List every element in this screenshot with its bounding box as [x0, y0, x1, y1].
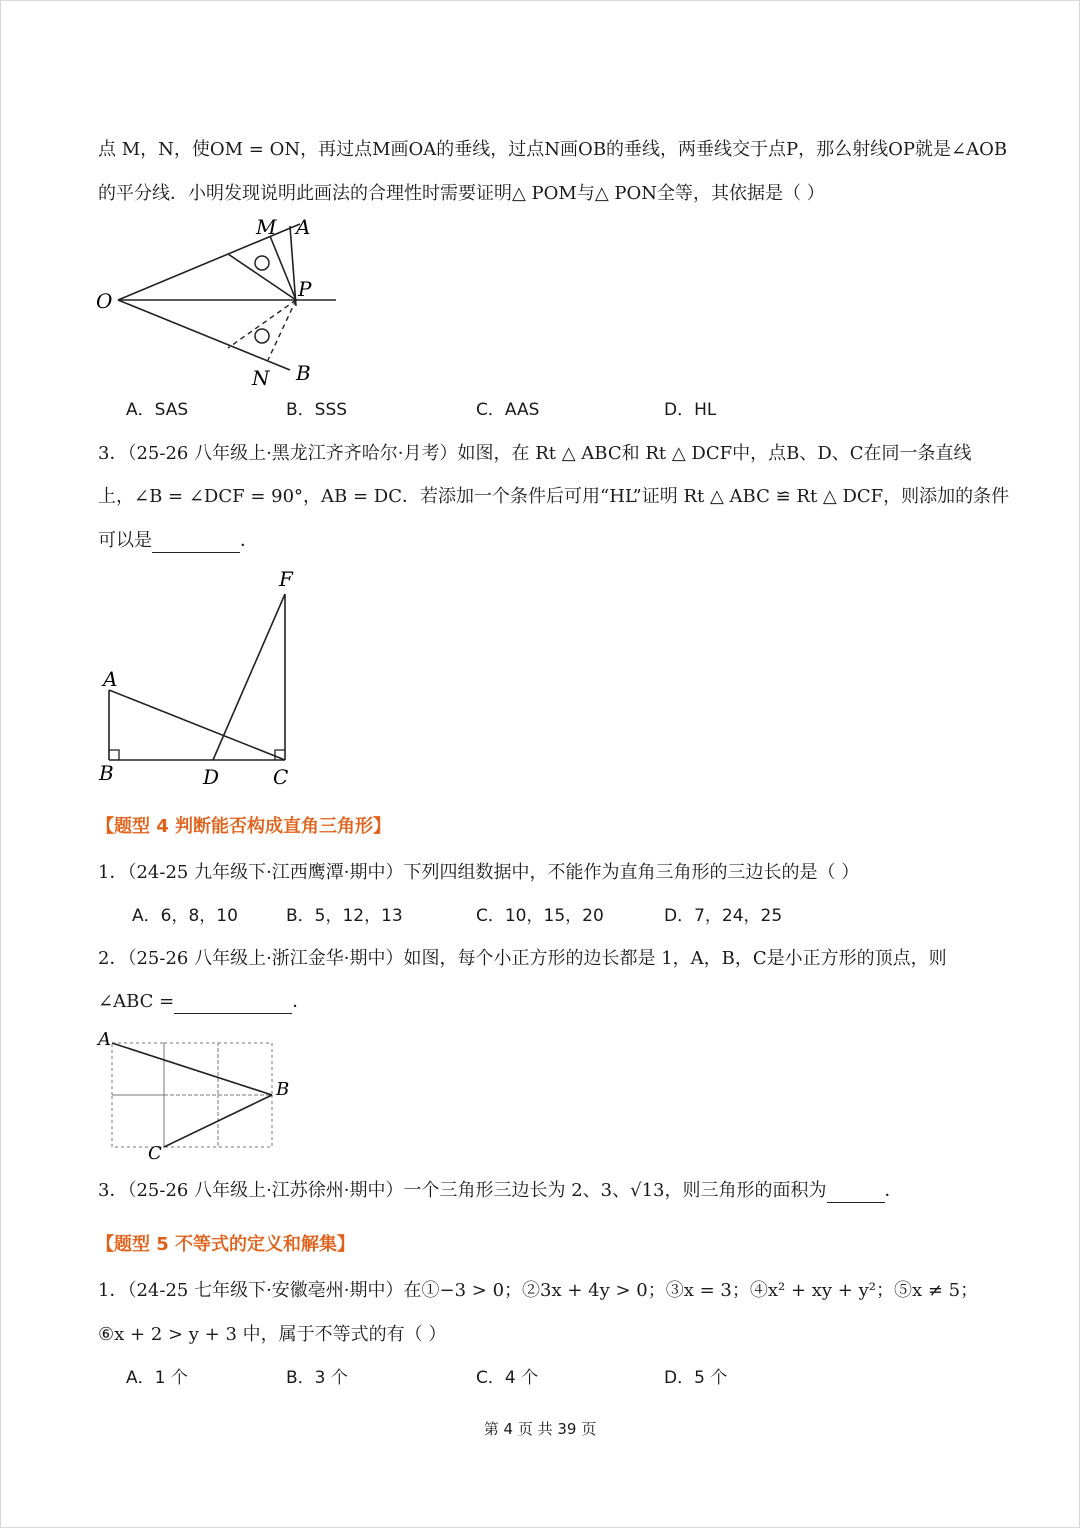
q3-line3: 可以是 ． — [98, 530, 258, 551]
s5q1-line2: ⑥x + 2 > y + 3 中，属于不等式的有（ ） — [98, 1324, 447, 1345]
figure-right-triangles — [95, 562, 315, 792]
q3-answer-blank[interactable] — [152, 532, 240, 553]
label-d: D — [203, 765, 220, 789]
equal-mark-bottom — [255, 329, 269, 343]
q2-option-a[interactable]: A．SAS — [126, 400, 189, 420]
figure-grid — [92, 1025, 302, 1165]
section-heading-4: 【题型 4 判断能否构成直角三角形】 — [96, 816, 392, 837]
label-a3: A — [98, 1029, 111, 1050]
s5q1-option-c[interactable]: C．4 个 — [476, 1368, 539, 1388]
label-n: N — [252, 366, 270, 390]
label-b2: B — [99, 761, 114, 785]
label-f: F — [279, 567, 293, 591]
label-a: A — [296, 215, 311, 239]
q2-line2: 的平分线．小明发现说明此画法的合理性时需要证明△ POM与△ PON全等，其依据是（ ） — [98, 183, 825, 204]
s4q1-option-b[interactable]: B．5，12，13 — [286, 906, 403, 926]
s4q3-answer-blank[interactable] — [827, 1182, 885, 1203]
s4q1-option-a[interactable]: A．6，8，10 — [132, 906, 238, 926]
s4q2-line1: 2．（25-26 八年级上·浙江金华·期中）如图，每个小正方形的边长都是 1，A，B，C是小正方形的顶点，则 — [98, 948, 947, 969]
q2-line1: 点 M，N，使OM = ON，再过点M画OA的垂线，过点N画OB的垂线，两垂线交于点P，那么射线OP就是∠AOB — [98, 139, 1008, 160]
q3-line1: 3．（25-26 八年级上·黑龙江齐齐哈尔·月考）如图，在 Rt △ ABC和 Rt △ DCF中，点B、D、C在同一条直线 — [98, 443, 972, 464]
label-b: B — [296, 361, 311, 385]
s4q1-text: 1．（24-25 九年级下·江西鹰潭·期中）下列四组数据中，不能作为直角三角形的三边长的是（ ） — [98, 862, 860, 883]
s4q2-line2: ∠ABC = ． — [98, 991, 311, 1012]
s4q3-line: 3．（25-26 八年级上·江苏徐州·期中）一个三角形三边长为 2、3、√13，则三角形的面积为 ． — [98, 1180, 903, 1201]
label-b3: B — [276, 1079, 290, 1100]
s5q1-line1: 1．（24-25 七年级下·安徽亳州·期中）在①−3 > 0；②3x + 4y > 0；③x = 3；④x² + xy + y²；⑤x ≠ 5； — [98, 1280, 979, 1301]
label-m: M — [256, 215, 277, 239]
label-c2: C — [273, 765, 289, 789]
segment-np — [268, 300, 296, 360]
q2-option-d[interactable]: D．HL — [664, 400, 717, 420]
s5q1-option-d[interactable]: D．5 个 — [664, 1368, 728, 1388]
section-heading-5: 【题型 5 不等式的定义和解集】 — [96, 1234, 356, 1255]
q2-option-c[interactable]: C．AAS — [476, 400, 540, 420]
page-footer: 第 4 页 共 39 页 — [483, 1420, 597, 1438]
s4q1-option-c[interactable]: C．10，15，20 — [476, 906, 604, 926]
q3-line2: 上，∠B = ∠DCF = 90°，AB = DC．若添加一个条件后可用“HL”证明 Rt △ ABC ≌ Rt △ DCF，则添加的条件 — [98, 486, 1010, 507]
figure-angle-bisector — [90, 210, 350, 395]
equal-mark-top — [255, 256, 269, 270]
ray-ob — [118, 300, 290, 370]
label-o: O — [96, 289, 113, 313]
s5q1-option-a[interactable]: A．1 个 — [126, 1368, 188, 1388]
s5q1-option-b[interactable]: B．3 个 — [286, 1368, 348, 1388]
s4q2-answer-blank[interactable] — [174, 993, 292, 1014]
s4q1-option-d[interactable]: D．7，24，25 — [664, 906, 783, 926]
label-p: P — [298, 277, 312, 301]
label-a2: A — [103, 667, 118, 691]
q2-option-b[interactable]: B．SSS — [286, 400, 348, 420]
label-c3: C — [148, 1143, 162, 1164]
